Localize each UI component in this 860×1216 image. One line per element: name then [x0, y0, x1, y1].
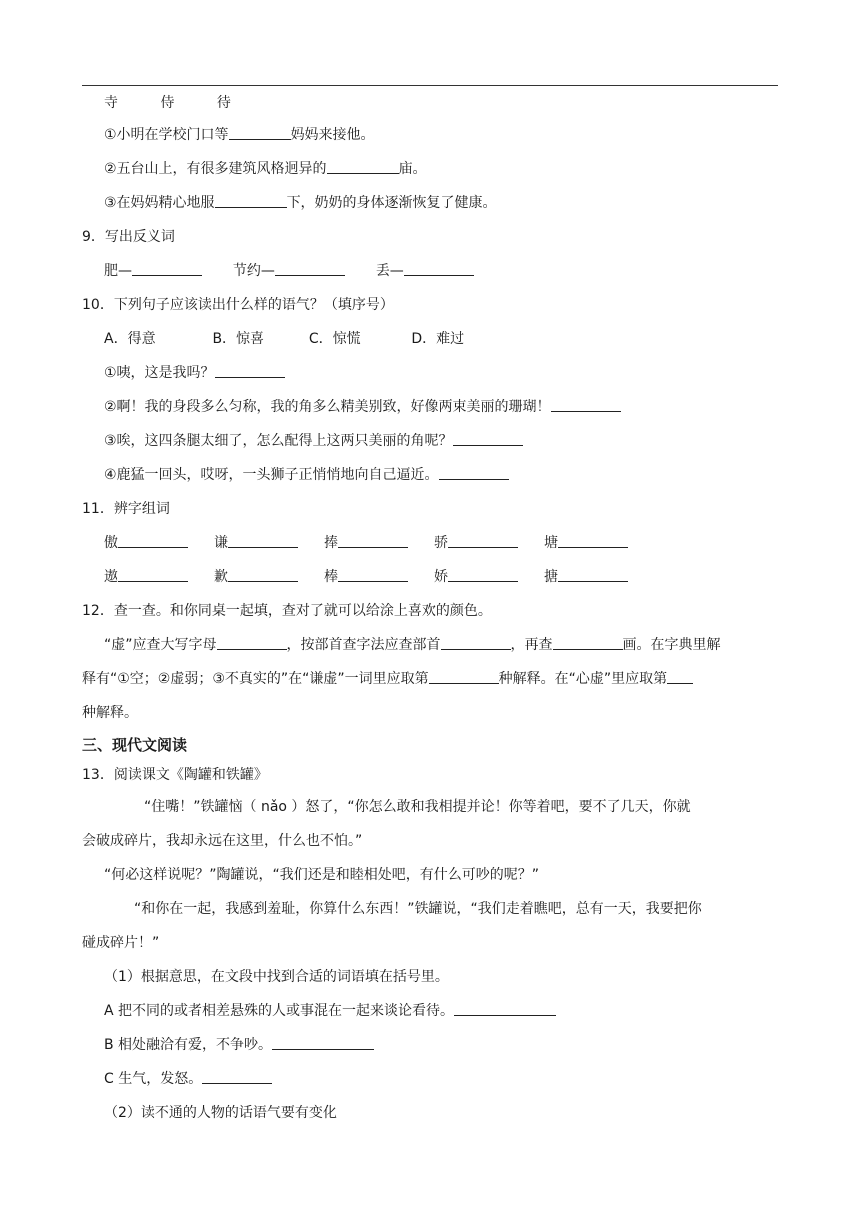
answer-blank[interactable]: [228, 533, 298, 548]
answer-blank[interactable]: [272, 1035, 374, 1050]
answer-blank[interactable]: [228, 567, 298, 582]
q10-options: [82, 322, 778, 356]
q12-title: 12．查一查。和你同桌一起填，查对了就可以给涂上喜欢的颜色。: [82, 603, 492, 619]
answer-blank[interactable]: [558, 567, 628, 582]
answer-blank[interactable]: [338, 533, 408, 548]
q13-title: 13．阅读课文《陶罐和铁罐》: [82, 767, 268, 783]
q9-items: 肥— 节约— 丢—: [82, 254, 778, 288]
q11-row-1: 傲 谦 捧 骄 塘: [82, 526, 778, 560]
answer-blank[interactable]: [404, 261, 474, 276]
q13-para-3a: “和你在一起，我感到羞耻，你算什么东西！”铁罐说，“我们走着瞧吧，总有一天，我要把你: [134, 901, 702, 917]
answer-blank[interactable]: [448, 567, 518, 582]
q8-item-2: ②五台山上，有很多建筑风格迥异的 庙。: [104, 161, 427, 177]
q8-item-3: ③在妈妈精心地服 下，奶奶的身体逐渐恢复了健康。: [104, 195, 497, 211]
answer-blank[interactable]: [118, 533, 188, 548]
q13-a: A 把不同的或者相差悬殊的人或事混在一起来谈论看待。: [82, 994, 778, 1028]
q8-char: 待: [216, 95, 231, 111]
q13-c: C 生气，发怒。: [82, 1062, 778, 1096]
answer-blank[interactable]: [132, 261, 202, 276]
option: C．惊慌: [308, 331, 361, 347]
answer-blank[interactable]: [454, 1001, 556, 1016]
q10-title: 10．下列句子应该读出什么样的语气？（填序号）: [82, 297, 394, 313]
answer-blank[interactable]: [429, 669, 499, 684]
answer-blank[interactable]: [118, 567, 188, 582]
option: A．得意: [104, 331, 156, 347]
q8-char: 寺: [104, 95, 118, 111]
q13-sub-1: （1）根据意思，在文段中找到合适的词语填在括号里。: [104, 969, 449, 985]
q8-item-1: ①小明在学校门口等 妈妈来接他。: [104, 127, 375, 143]
answer-blank[interactable]: [453, 431, 523, 446]
q13-para-1a: “住嘴！”铁罐恼（ nǎo ）怒了，“你怎么敢和我相提并论！你等着吧，要不了几天，你就: [144, 799, 691, 815]
answer-blank[interactable]: [439, 465, 509, 480]
q10-item-2: ②啊！我的身段多么匀称，我的角多么精美别致，好像两束美丽的珊瑚！: [82, 390, 778, 424]
answer-blank[interactable]: [229, 125, 291, 140]
q13-sub-2: （2）读不通的人物的话语气要有变化: [104, 1105, 337, 1121]
answer-blank[interactable]: [327, 159, 399, 174]
answer-blank[interactable]: [275, 261, 345, 276]
q12-line-3: 种解释。: [82, 705, 138, 721]
q10-item-1: ①咦，这是我吗？: [82, 356, 778, 390]
answer-blank[interactable]: [441, 635, 511, 650]
q13-para-1b: 会破成碎片，我却永远在这里，什么也不怕。”: [82, 833, 363, 849]
answer-blank[interactable]: [551, 397, 621, 412]
worksheet-page: [82, 92, 778, 1130]
q10-item-4: ④鹿猛一回头，哎呀，一头狮子正悄悄地向自己逼近。: [82, 458, 778, 492]
answer-blank[interactable]: [202, 1069, 272, 1084]
answer-blank[interactable]: [215, 193, 287, 208]
answer-blank[interactable]: [448, 533, 518, 548]
option: D．难过: [411, 331, 465, 347]
answer-blank[interactable]: [667, 669, 693, 684]
q8-char-row: [82, 92, 778, 118]
q8-char: 侍: [160, 95, 175, 111]
q10-item-3: ③唉，这四条腿太细了，怎么配得上这两只美丽的角呢？: [82, 424, 778, 458]
q9-title: 9．写出反义词: [82, 229, 175, 245]
answer-blank[interactable]: [553, 635, 623, 650]
answer-blank[interactable]: [215, 363, 285, 378]
q12-line-1: “虚”应查大写字母 ，按部首查字法应查部首 ，再查 画。在字典里解: [104, 637, 721, 653]
header-rule: [82, 85, 778, 86]
q13-para-3b: 碰成碎片！”: [82, 935, 160, 951]
answer-blank[interactable]: [558, 533, 628, 548]
answer-blank[interactable]: [217, 635, 287, 650]
answer-blank[interactable]: [338, 567, 408, 582]
q11-row-2: 遨 歉 棒 娇 搪: [82, 560, 778, 594]
q11-title: 11．辨字组词: [82, 501, 170, 517]
option: B．惊喜: [212, 331, 265, 347]
q12-line-2: 释有“①空；②虚弱；③不真实的”在“谦虚”一词里应取第 种解释。在“心虚”里应取第: [82, 662, 778, 696]
q13-b: B 相处融洽有爱，不争吵。: [82, 1028, 778, 1062]
q13-para-2: “何必这样说呢？”陶罐说，“我们还是和睦相处吧，有什么可吵的呢？”: [104, 867, 540, 883]
section-title: 三、现代文阅读: [82, 736, 188, 754]
